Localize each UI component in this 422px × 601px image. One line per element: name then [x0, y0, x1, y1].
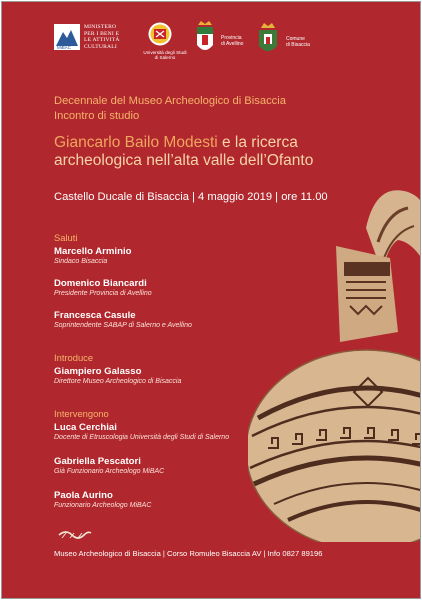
comune-line-1: Comune: [286, 36, 305, 42]
section-saluti: Saluti: [54, 232, 78, 243]
university-name: [143, 50, 187, 61]
speaker-role: Direttore Museo Archeologico di Bisaccia: [54, 378, 182, 385]
mibac-line-1: MINISTERO: [84, 24, 117, 30]
speaker-cerchiai: [54, 422, 229, 443]
mibac-line-4: CULTURALI: [84, 43, 117, 50]
title-rest: e la ricerca: [217, 134, 298, 151]
title-line-1: [54, 134, 313, 152]
decennale-line: Decennale del Museo Archeologico di Bisaccia: [54, 95, 286, 107]
speaker-galasso: [54, 366, 181, 387]
speaker-role: Presidente Provincia di Avellino: [54, 290, 152, 297]
event-poster: [1, 1, 421, 599]
university-line-2: di Salerno: [154, 55, 176, 61]
speaker-name: Paola Aurino: [54, 490, 113, 501]
mibac-line-3: LE ATTIVITÀ: [84, 37, 120, 44]
speaker-name: Francesca Casule: [54, 310, 136, 321]
speaker-pescatori: [54, 456, 164, 477]
speaker-name: Marcello Arminio: [54, 246, 132, 257]
comune-name: [286, 36, 310, 48]
mibac-name: [84, 24, 120, 50]
comune-line-2: di Bisaccia: [286, 42, 310, 48]
speaker-casule: [54, 310, 192, 331]
title-line-2: archeologica nell’alta valle dell’Ofanto: [54, 152, 314, 169]
incontro-line: Incontro di studio: [54, 110, 140, 122]
provincia-line-2: di Avellino: [221, 41, 244, 47]
museum-logo-icon: [58, 529, 92, 541]
speaker-role: Funzionario Archeologo MiBAC: [54, 502, 152, 509]
provincia-name: [221, 35, 243, 47]
ancient-vase-image: [248, 182, 421, 542]
title-honoree: Giancarlo Bailo Modesti: [54, 134, 218, 151]
event-title: [54, 134, 313, 170]
logo-bar: [2, 2, 421, 82]
mibac-line-2: PER I BENI E: [84, 30, 120, 37]
speaker-name: Domenico Biancardi: [54, 278, 147, 289]
speaker-arminio: [54, 246, 131, 267]
museum-footer: Museo Archeologico di Bisaccia | Corso Romuleo Bisaccia AV | Info 0827 89196: [54, 549, 323, 558]
section-intervengono: Intervengono: [54, 408, 109, 419]
comune-crest-icon: [256, 22, 280, 56]
speaker-name: Giampiero Galasso: [54, 366, 142, 377]
speaker-role: Sindaco Bisaccia: [54, 258, 108, 265]
section-introduce: Introduce: [54, 352, 94, 363]
speaker-aurino: [54, 490, 151, 511]
provincia-crest-icon: [195, 21, 215, 55]
speaker-name: Gabriella Pescatori: [54, 456, 141, 467]
svg-text:MiBAC: MiBAC: [57, 45, 72, 50]
event-subtitle: [54, 94, 286, 124]
speaker-role: Già Funzionario Archeologo MiBAC: [54, 468, 165, 475]
speaker-name: Luca Cerchiai: [54, 422, 117, 433]
university-seal-icon: [148, 22, 172, 46]
speaker-biancardi: [54, 278, 152, 299]
university-line-1: Università degli Studi: [143, 50, 187, 55]
speaker-role: Soprintendente SABAP di Salerno e Avellino: [54, 322, 192, 329]
provincia-line-1: Provincia: [221, 35, 242, 41]
speaker-role: Docente di Etruscologia Università degli Studi di Salerno: [54, 434, 230, 441]
event-details: Castello Ducale di Bisaccia | 4 maggio 2019 | ore 11.00: [54, 191, 328, 203]
